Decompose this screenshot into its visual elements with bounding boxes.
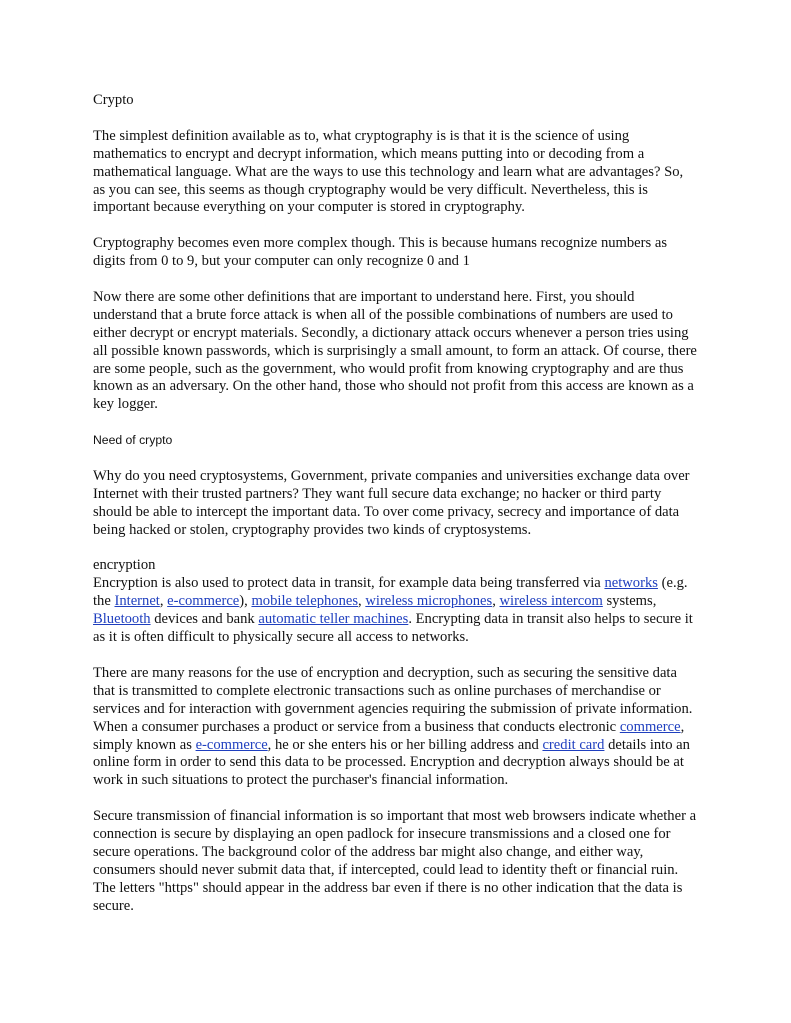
link-wireless-microphones[interactable]: wireless microphones	[365, 593, 493, 610]
document-title: Crypto	[93, 92, 134, 108]
spacer	[93, 647, 697, 665]
spacer	[93, 790, 697, 808]
spacer	[93, 217, 697, 235]
text-run: (e.g. the	[93, 575, 688, 610]
paragraph-complexity: Cryptography becomes even more complex though. This is because humans recognize numbers as digits from 0 to 9, but your computer can only recognize 0 and 1	[93, 235, 668, 270]
text-run: ,	[492, 593, 500, 610]
link-credit-card[interactable]: credit card	[542, 736, 605, 753]
spacer	[93, 450, 697, 468]
heading-encryption: encryption	[93, 557, 156, 574]
text-run: systems,	[602, 593, 657, 610]
text-run: , he or she enters his or her billing address and	[267, 736, 543, 753]
spacer	[93, 271, 697, 289]
document-body	[93, 92, 697, 916]
link-networks[interactable]: networks	[604, 575, 658, 592]
text-run: ,	[159, 593, 168, 610]
link-bluetooth[interactable]: Bluetooth	[93, 611, 151, 628]
link-automatic-teller-machines[interactable]: automatic teller machines	[258, 611, 409, 628]
text-run: devices and bank	[150, 611, 259, 628]
text-run: details into an online form in order to send this data to be processed. Encryption and decryption always should be at work in such situations to protect the purchaser's financial information.	[93, 736, 690, 789]
spacer	[93, 110, 697, 128]
spacer	[93, 414, 697, 432]
paragraph-reasons	[93, 665, 697, 790]
paragraph-definition: The simplest definition available as to, what cryptography is is that it is the science of using mathematics to encrypt and decrypt information, which means putting into or decoding from a mathematical language. What are the ways to use this technology and learn what are advantages? So, as you can see, this seems as though cryptography would be very difficult. Nevertheless, this is important because everything on your computer is stored in cryptography.	[93, 127, 684, 216]
link-wireless-intercom[interactable]: wireless intercom	[499, 593, 603, 610]
text-run: There are many reasons for the use of encryption and decryption, such as securing the sensitive data that is transmitted to complete electronic transactions such as online purchases of merchandise or services and for interaction with government agencies requiring the submission of private information. When a consumer purchases a product or service from a business that conducts electronic	[93, 664, 693, 735]
spacer	[93, 540, 697, 558]
text-run: ,	[358, 593, 366, 610]
link-commerce[interactable]: commerce	[619, 718, 681, 735]
link-e-commerce-2[interactable]: e-commerce	[195, 736, 268, 753]
paragraph-encryption-transit	[93, 575, 697, 647]
paragraph-definitions: Now there are some other definitions that are important to understand here. First, you should understand that a brute force attack is when all of the possible combinations of numbers are used to either decrypt or encrypt materials. Secondly, a dictionary attack occurs whenever a person tries using all possible known passwords, which is surprisingly a small amount, to form an attack. Of course, there are some people, such as the government, who would profit from knowing cryptography and are thus known as an adversary. On the other hand, those who should not profit from this access are known as a key logger.	[93, 288, 697, 413]
text-run: . Encrypting data in transit also helps to secure it as it is often difficult to physically secure all access to networks.	[93, 611, 693, 646]
link-internet[interactable]: Internet	[114, 593, 160, 610]
paragraph-secure-transmission: Secure transmission of financial information is so important that most web browsers indicate whether a connection is secure by displaying an open padlock for insecure transmissions and a closed one for secure operations. The background color of the address bar might also change, and either way, consumers should never submit data that, if intercepted, could lead to identity theft or financial ruin. The letters "https" should appear in the address bar even if there is no other indication that the data is secure.	[93, 808, 697, 914]
heading-need-of-crypto: Need of crypto	[93, 433, 173, 448]
text-run: ),	[239, 593, 252, 610]
text-run: Encryption is also used to protect data in transit, for example data being transferred via	[93, 575, 605, 592]
link-mobile-telephones[interactable]: mobile telephones	[251, 593, 359, 610]
link-e-commerce[interactable]: e-commerce	[167, 593, 240, 610]
text-run: , simply known as	[93, 718, 685, 753]
paragraph-need: Why do you need cryptosystems, Government, private companies and universities exchange data over Internet with their trusted partners? They want full secure data exchange; no hacker or third party should be able to intercept the important data. To over come privacy, secrecy and importance of data being hacked or stolen, cryptography provides two kinds of cryptosystems.	[93, 467, 690, 538]
